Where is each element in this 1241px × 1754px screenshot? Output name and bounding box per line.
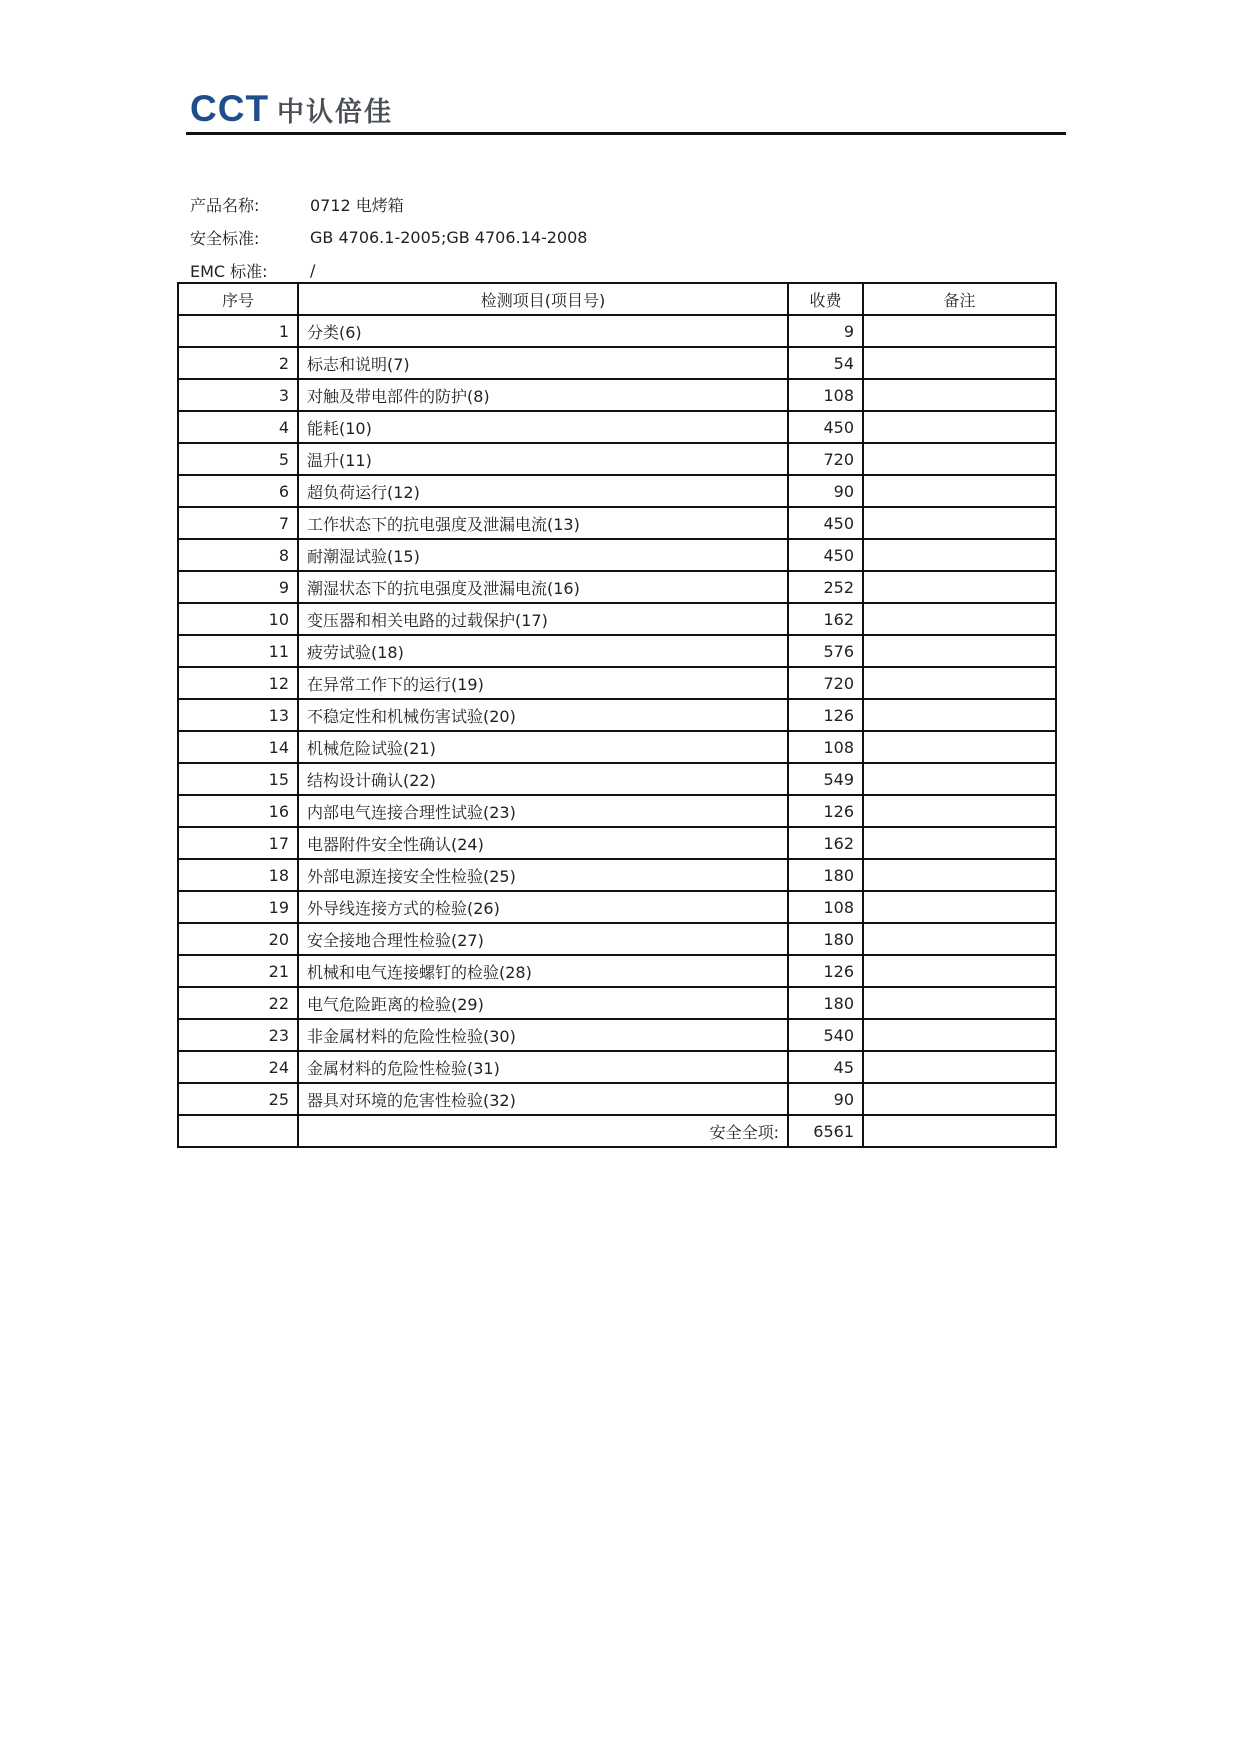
- row-item: 电器附件安全性确认(24): [298, 827, 788, 859]
- column-header-note: 备注: [863, 283, 1056, 315]
- table-row: [178, 763, 1056, 795]
- row-item: 结构设计确认(22): [298, 763, 788, 795]
- product-info: [190, 188, 587, 287]
- row-number: 20: [178, 923, 298, 955]
- column-header-fee: 收费: [788, 283, 863, 315]
- table-row: [178, 795, 1056, 827]
- row-item: 非金属材料的危险性检验(30): [298, 1019, 788, 1051]
- row-number: 4: [178, 411, 298, 443]
- row-note: [863, 795, 1056, 827]
- row-fee: 540: [788, 1019, 863, 1051]
- row-item: 机械和电气连接螺钉的检验(28): [298, 955, 788, 987]
- row-item: 能耗(10): [298, 411, 788, 443]
- total-note-cell: [863, 1115, 1056, 1147]
- row-number: 19: [178, 891, 298, 923]
- table-row: [178, 1051, 1056, 1083]
- row-number: 25: [178, 1083, 298, 1115]
- product-name-label: 产品名称:: [190, 196, 260, 215]
- row-number: 6: [178, 475, 298, 507]
- row-fee: 126: [788, 699, 863, 731]
- row-number: 1: [178, 315, 298, 347]
- row-note: [863, 955, 1056, 987]
- table-row: [178, 603, 1056, 635]
- row-item: 金属材料的危险性检验(31): [298, 1051, 788, 1083]
- row-fee: 252: [788, 571, 863, 603]
- row-note: [863, 507, 1056, 539]
- table-row: [178, 411, 1056, 443]
- row-item: 安全接地合理性检验(27): [298, 923, 788, 955]
- row-number: 13: [178, 699, 298, 731]
- table-row: [178, 1019, 1056, 1051]
- row-fee: 54: [788, 347, 863, 379]
- emc-standard-value: /: [310, 261, 316, 280]
- row-item: 耐潮湿试验(15): [298, 539, 788, 571]
- table-row: [178, 475, 1056, 507]
- row-note: [863, 987, 1056, 1019]
- row-fee: 90: [788, 1083, 863, 1115]
- row-note: [863, 635, 1056, 667]
- total-label: 安全全项:: [298, 1115, 788, 1147]
- row-note: [863, 315, 1056, 347]
- row-item: 工作状态下的抗电强度及泄漏电流(13): [298, 507, 788, 539]
- row-note: [863, 411, 1056, 443]
- table-row: [178, 891, 1056, 923]
- row-item: 在异常工作下的运行(19): [298, 667, 788, 699]
- row-note: [863, 539, 1056, 571]
- row-note: [863, 763, 1056, 795]
- logo-chinese-text: 中认倍佳: [277, 97, 394, 128]
- table-row: [178, 667, 1056, 699]
- row-number: 9: [178, 571, 298, 603]
- row-fee: 162: [788, 603, 863, 635]
- row-number: 12: [178, 667, 298, 699]
- total-number-cell: [178, 1115, 298, 1147]
- row-fee: 720: [788, 443, 863, 475]
- table-row: [178, 1083, 1056, 1115]
- row-item: 对触及带电部件的防护(8): [298, 379, 788, 411]
- table-row: [178, 827, 1056, 859]
- row-number: 18: [178, 859, 298, 891]
- row-note: [863, 731, 1056, 763]
- row-item: 超负荷运行(12): [298, 475, 788, 507]
- row-item: 外部电源连接安全性检验(25): [298, 859, 788, 891]
- row-fee: 180: [788, 987, 863, 1019]
- column-header-number: 序号: [178, 283, 298, 315]
- row-note: [863, 827, 1056, 859]
- table-row: [178, 443, 1056, 475]
- row-item: 疲劳试验(18): [298, 635, 788, 667]
- row-item: 潮湿状态下的抗电强度及泄漏电流(16): [298, 571, 788, 603]
- table-row: [178, 987, 1056, 1019]
- row-fee: 108: [788, 731, 863, 763]
- row-item: 器具对环境的危害性检验(32): [298, 1083, 788, 1115]
- table-row: [178, 315, 1056, 347]
- row-fee: 108: [788, 379, 863, 411]
- row-note: [863, 1083, 1056, 1115]
- fee-table: [177, 282, 1057, 1148]
- table-row: [178, 635, 1056, 667]
- row-fee: 450: [788, 539, 863, 571]
- row-fee: 450: [788, 411, 863, 443]
- row-number: 8: [178, 539, 298, 571]
- row-note: [863, 475, 1056, 507]
- row-item: 温升(11): [298, 443, 788, 475]
- row-fee: 576: [788, 635, 863, 667]
- row-item: 外导线连接方式的检验(26): [298, 891, 788, 923]
- safety-standard-row: [190, 221, 587, 254]
- column-header-item: 检测项目(项目号): [298, 283, 788, 315]
- row-number: 10: [178, 603, 298, 635]
- table-row: [178, 379, 1056, 411]
- row-number: 11: [178, 635, 298, 667]
- row-number: 2: [178, 347, 298, 379]
- safety-standard-label: 安全标准:: [190, 229, 260, 248]
- row-item: 分类(6): [298, 315, 788, 347]
- row-fee: 720: [788, 667, 863, 699]
- table-row: [178, 571, 1056, 603]
- table-row: [178, 347, 1056, 379]
- safety-standard-value: GB 4706.1-2005;GB 4706.14-2008: [310, 228, 588, 247]
- row-fee: 126: [788, 795, 863, 827]
- table-row: [178, 955, 1056, 987]
- row-fee: 90: [788, 475, 863, 507]
- row-number: 5: [178, 443, 298, 475]
- row-note: [863, 1051, 1056, 1083]
- row-note: [863, 443, 1056, 475]
- row-note: [863, 347, 1056, 379]
- row-item: 不稳定性和机械伤害试验(20): [298, 699, 788, 731]
- table-row: [178, 859, 1056, 891]
- row-fee: 162: [788, 827, 863, 859]
- row-note: [863, 603, 1056, 635]
- row-note: [863, 571, 1056, 603]
- row-fee: 126: [788, 955, 863, 987]
- row-note: [863, 891, 1056, 923]
- product-name-row: [190, 188, 587, 221]
- product-name-value: 0712 电烤箱: [310, 196, 404, 215]
- row-note: [863, 379, 1056, 411]
- table-row: [178, 539, 1056, 571]
- total-value: 6561: [788, 1115, 863, 1147]
- row-number: 21: [178, 955, 298, 987]
- row-item: 变压器和相关电路的过载保护(17): [298, 603, 788, 635]
- row-note: [863, 1019, 1056, 1051]
- row-number: 3: [178, 379, 298, 411]
- row-number: 24: [178, 1051, 298, 1083]
- logo-latin-text: CCT: [190, 88, 270, 129]
- row-number: 14: [178, 731, 298, 763]
- table-body: [178, 315, 1056, 1115]
- row-number: 23: [178, 1019, 298, 1051]
- row-fee: 180: [788, 859, 863, 891]
- row-number: 7: [178, 507, 298, 539]
- row-note: [863, 859, 1056, 891]
- row-number: 15: [178, 763, 298, 795]
- row-fee: 549: [788, 763, 863, 795]
- page-header: [186, 88, 1066, 135]
- row-fee: 45: [788, 1051, 863, 1083]
- table-row: [178, 923, 1056, 955]
- row-item: 机械危险试验(21): [298, 731, 788, 763]
- table-row: [178, 699, 1056, 731]
- table-row: [178, 507, 1056, 539]
- emc-standard-label: EMC 标准:: [190, 262, 268, 281]
- company-logo: [190, 90, 393, 131]
- row-item: 标志和说明(7): [298, 347, 788, 379]
- row-note: [863, 923, 1056, 955]
- row-fee: 180: [788, 923, 863, 955]
- table-header-row: [178, 283, 1056, 315]
- row-item: 电气危险距离的检验(29): [298, 987, 788, 1019]
- row-fee: 108: [788, 891, 863, 923]
- row-number: 16: [178, 795, 298, 827]
- row-fee: 450: [788, 507, 863, 539]
- row-item: 内部电气连接合理性试验(23): [298, 795, 788, 827]
- table-row: [178, 731, 1056, 763]
- row-note: [863, 667, 1056, 699]
- row-fee: 9: [788, 315, 863, 347]
- row-number: 17: [178, 827, 298, 859]
- total-row: [178, 1115, 1056, 1147]
- row-number: 22: [178, 987, 298, 1019]
- row-note: [863, 699, 1056, 731]
